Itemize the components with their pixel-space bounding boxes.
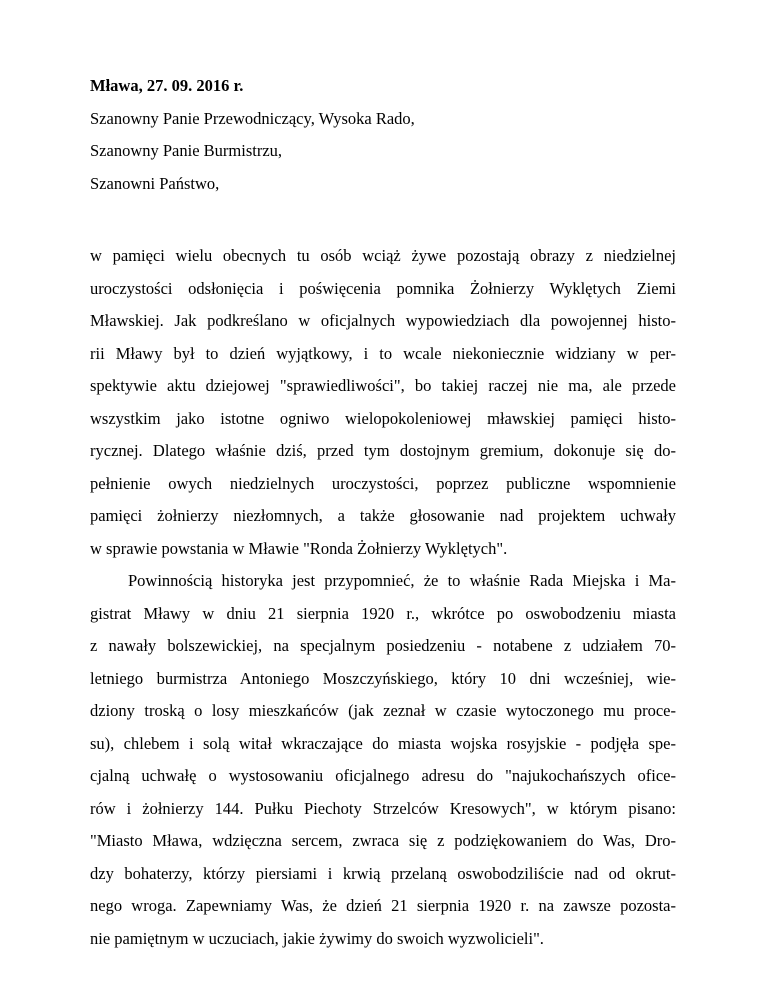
paragraph-1-line: rycznej. Dlatego właśnie dziś, przed tym dostojnym gremium, dokonuje się do-	[90, 441, 676, 460]
paragraph-2	[90, 565, 676, 955]
paragraph-2-line: gistrat Mławy w dniu 21 sierpnia 1920 r., wkrótce po oswobodzeniu miasta	[90, 603, 676, 623]
paragraph-2-line: dzy bohaterzy, którzy piersiami i krwią przelaną oswobodziliście nad od okrut-	[90, 863, 676, 883]
paragraph-1-line: rii Mławy był to dzień wyjątkowy, i to wcale niekoniecznie widziany w per-	[90, 343, 676, 363]
paragraph-gap	[90, 200, 676, 240]
paragraph-1-line: w sprawie powstania w Mławie "Ronda Żołnierzy Wyklętych".	[90, 538, 508, 558]
paragraph-1-line: w pamięci wielu obecnych tu osób wciąż żywe pozostają obrazy z niedzielnej	[90, 246, 676, 265]
paragraph-1	[90, 240, 676, 565]
paragraph-1-line: spektywie aktu dziejowej "sprawiedliwości", bo takiej raczej nie ma, ale przede	[90, 376, 676, 395]
paragraph-1-line: pełnienie owych niedzielnych uroczystości, poprzez publiczne wspomnienie	[90, 473, 676, 493]
date-line: Mława, 27. 09. 2016 r.	[90, 76, 244, 95]
paragraph-2-line: nego wroga. Zapewniamy Was, że dzień 21 sierpnia 1920 r. na zawsze pozosta-	[90, 896, 676, 915]
paragraph-2-line: rów i żołnierzy 144. Pułku Piechoty Strzelców Kresowych", w którym pisano:	[90, 798, 676, 818]
paragraph-2-line: Powinnością historyka jest przypomnieć, że to właśnie Rada Miejska i Ma-	[128, 571, 676, 590]
paragraph-2-line: nie pamiętnym w uczuciach, jakie żywimy do swoich wyzwolicieli".	[90, 928, 544, 948]
salutation-council: Szanowny Panie Przewodniczący, Wysoka Rado,	[90, 108, 415, 128]
paragraph-2-line: dziony troską o losy mieszkańców (jak zeznał w czasie wytoczonego mu proce-	[90, 701, 676, 720]
paragraph-2-line: z nawały bolszewickiej, na specjalnym posiedzeniu - notabene z udziałem 70-	[90, 636, 676, 655]
salutation-mayor: Szanowny Panie Burmistrzu,	[90, 141, 283, 160]
paragraph-1-line: pamięci żołnierzy niezłomnych, a także głosowanie nad projektem uchwały	[90, 506, 676, 525]
paragraph-1-line: uroczystości odsłonięcia i poświęcenia pomnika Żołnierzy Wyklętych Ziemi	[90, 278, 676, 298]
paragraph-1-line: Mławskiej. Jak podkreślano w oficjalnych wypowiedziach dla powojennej histo-	[90, 311, 676, 330]
paragraph-2-line: letniego burmistrza Antoniego Moszczyńskiego, który 10 dni wcześniej, wie-	[90, 668, 676, 688]
paragraph-1-line: wszystkim jako istotne ogniwo wielopokoleniowej mławskiej pamięci histo-	[90, 408, 676, 428]
paragraph-2-line: "Miasto Mława, wdzięczna sercem, zwraca się z podziękowaniem do Was, Dro-	[90, 831, 676, 850]
paragraph-2-line: su), chlebem i solą witał wkraczające do miasta wojska rosyjskie - podjęła spe-	[90, 733, 676, 753]
salutation-audience: Szanowni Państwo,	[90, 173, 220, 193]
paragraph-2-line: cjalną uchwałę o wystosowaniu oficjalnego adresu do "najukochańszych ofice-	[90, 766, 676, 785]
document-page	[90, 70, 676, 955]
